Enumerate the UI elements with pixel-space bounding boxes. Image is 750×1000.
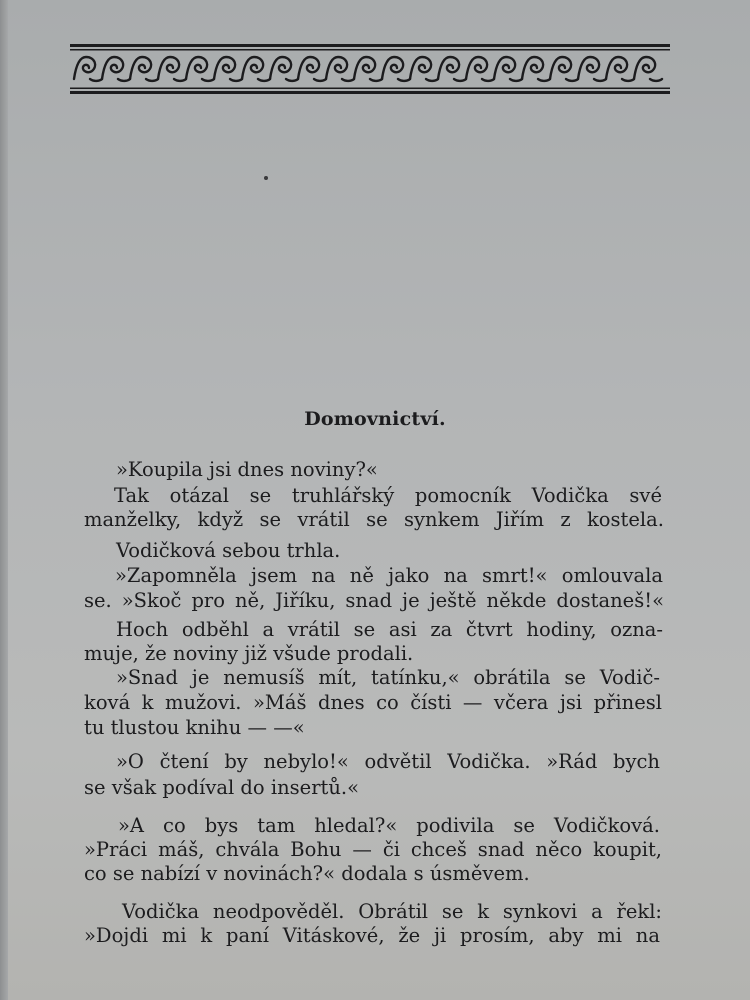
ornamental-border (70, 44, 670, 94)
ornament-scroll (158, 57, 186, 81)
ornament-scroll (578, 57, 606, 81)
text-line-6: se. »Skoč pro ně, Jiříku, snad je ještě někde dostaneš!« (84, 589, 664, 612)
text-line-15: »Práci máš, chvála Bohu — či chceš snad něco koupit, (84, 838, 662, 861)
ornament-scroll (326, 57, 354, 81)
ornament-scroll (550, 57, 578, 81)
text-line-13: se však podíval do insertů.« (84, 776, 360, 799)
text-line-18: »Dojdi mi k paní Vitáskové, že ji prosím, aby mi na (84, 924, 660, 947)
chapter-title: Domovnictví. (304, 408, 446, 430)
ornament-scroll (214, 57, 242, 81)
page-edge (0, 0, 8, 1000)
text-line-5: »Zapomněla jsem na ně jako na smrt!« omlouvala (115, 564, 663, 587)
text-line-11: tu tlustou knihu — —« (84, 716, 305, 739)
text-line-17: Vodička neodpověděl. Obrátil se k synkovi a řekl: (122, 900, 662, 923)
text-line-16: co se nabízí v novinách?« dodala s úsměvem. (84, 862, 530, 885)
text-line-7: Hoch odběhl a vrátil se asi za čtvrt hodiny, ozna- (116, 618, 663, 641)
ornament-scroll (634, 57, 662, 81)
ornament-scroll (298, 57, 326, 81)
ornament-scroll (270, 57, 298, 81)
text-line-3: manželky, když se vrátil se synkem Jiřím z kostela. (84, 508, 664, 531)
text-line-8: muje, že noviny již všude prodali. (84, 642, 414, 665)
ornament-scroll (410, 57, 438, 81)
text-line-1: »Koupila jsi dnes noviny?« (116, 458, 378, 481)
ornament-scroll (102, 57, 130, 81)
ink-speck (264, 176, 268, 180)
ornament-scroll (74, 57, 102, 81)
text-line-2: Tak otázal se truhlářský pomocník Vodička své (114, 484, 662, 507)
ornament-scroll (466, 57, 494, 81)
ornament-scroll (522, 57, 550, 81)
text-line-9: »Snad je nemusíš mít, tatínku,« obrátila se Vodič- (116, 666, 660, 689)
ornament-scroll (242, 57, 270, 81)
ornament-scroll (494, 57, 522, 81)
ornament-scroll (382, 57, 410, 81)
ornament-scroll (130, 57, 158, 81)
text-line-14: »A co bys tam hledal?« podivila se Vodičková. (118, 814, 660, 837)
ornament-scroll (186, 57, 214, 81)
text-line-12: »O čtení by nebylo!« odvětil Vodička. »Rád bych (116, 750, 660, 773)
ornament-scroll (606, 57, 634, 81)
text-line-4: Vodičková sebou trhla. (116, 539, 341, 562)
ornament-scroll (354, 57, 382, 81)
ornament-scroll (438, 57, 466, 81)
text-line-10: ková k mužovi. »Máš dnes co čísti — včera jsi přinesl (84, 691, 662, 714)
